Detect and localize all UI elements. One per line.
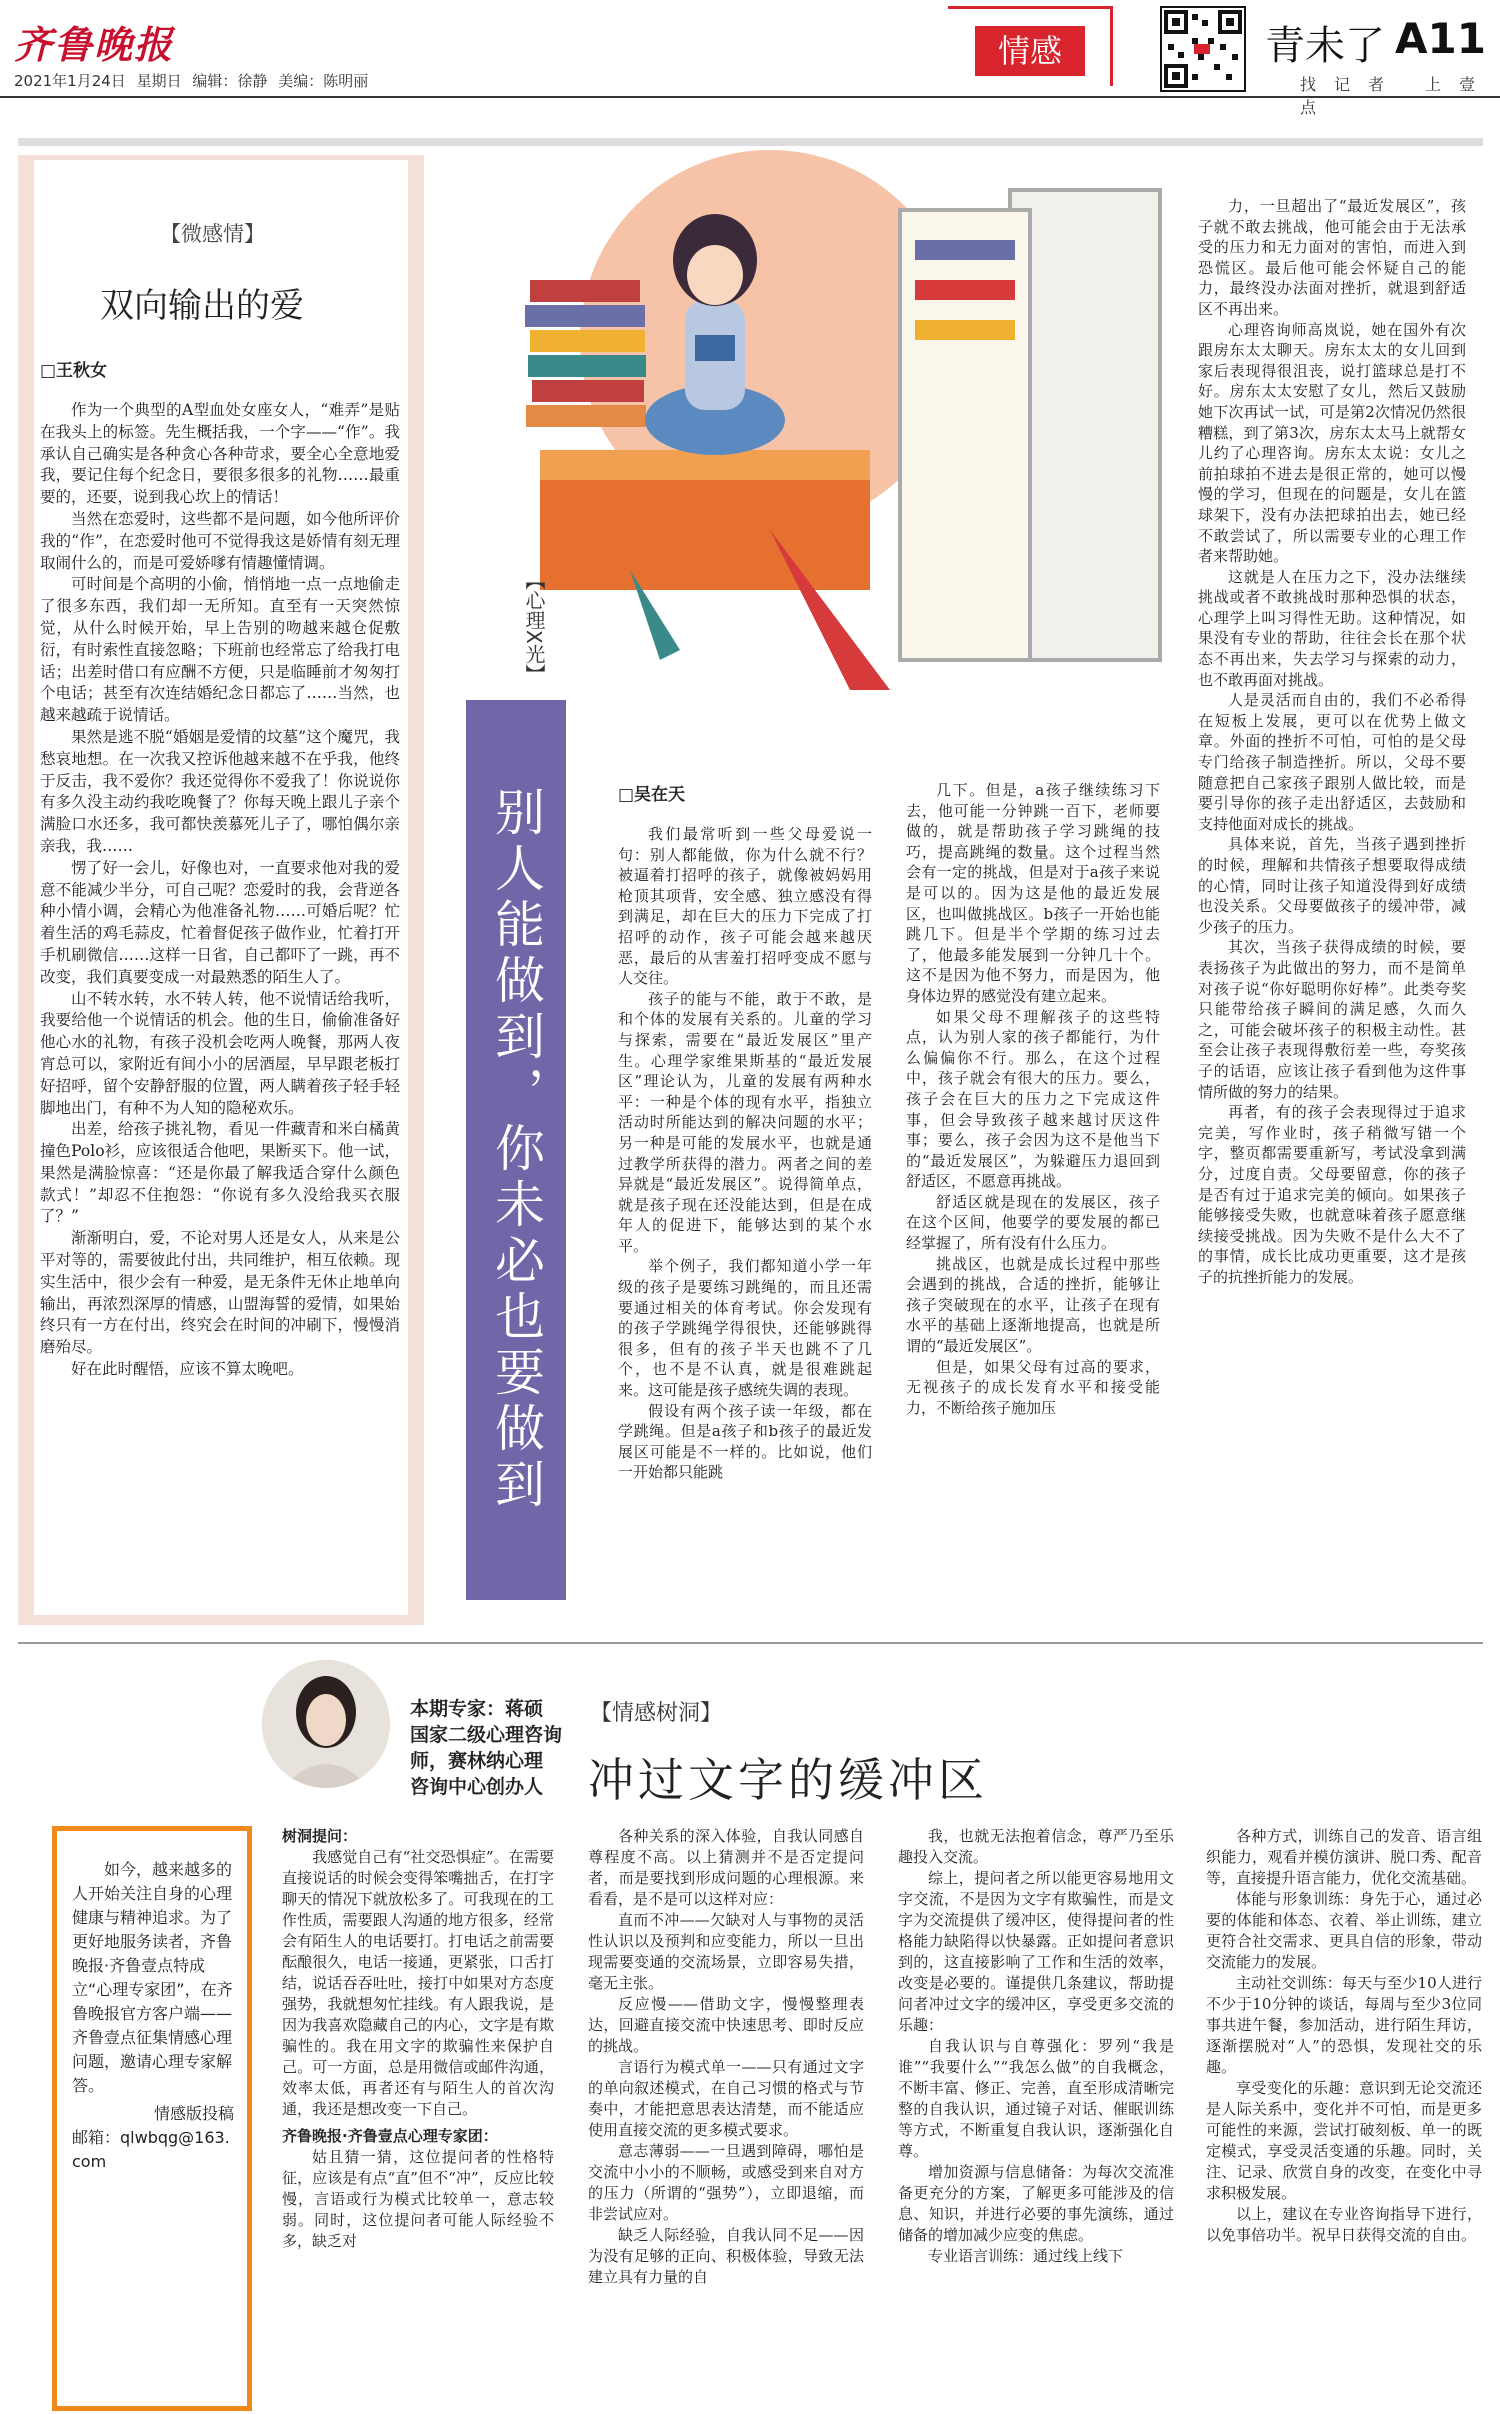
question-label: 树洞提问： (282, 1827, 358, 1845)
paragraph: 我们最常听到一些父母爱说一句：别人都能做，你为什么就不行？被逼着打招呼的孩子，就像被妈妈用枪顶其项背，安全感、独立感没有得到满足，却在巨大的压力下完成了打招呼的动作，孩子可能会越来越厌恶，最后的从害羞打招呼变成不愿与人交往。 (618, 825, 872, 988)
paragraph: 具体来说，首先，当孩子遇到挫折的时候，理解和共情孩子想要取得成绩的心情，同时让孩子知道没得到好成绩也没关系。父母要做孩子的缓冲带，减少孩子的压力。 (1198, 835, 1466, 936)
paragraph: 自我认识与自尊强化：罗列“我是谁”“我要什么”“我怎么做”的自我概念，不断丰富、修正、完善，直至形成清晰完整的自我认识，通过镜子对话、催眠训练等方式，不断重复自我认识，逐渐强化自尊。 (898, 2037, 1174, 2160)
expert-title-2: 师，赛林纳心理 (410, 1750, 544, 1772)
paragraph: 我感觉自己有“社交恐惧症”。在需要直接说话的时候会变得笨嘴拙舌，在打字聊天的情况下就放松多了。可我现在的工作性质，需要跟人沟通的地方很多，经常会有陌生人的电话要打。打电话之前需要酝酿很久，电话一接通，更紧张，口舌打结，说话吞吞吐吐，接打中如果对方态度强势，我就想匆忙挂线。有人跟我说，是因为我喜欢隐藏自己的内心，文字是有欺骗性的。我在用文字的欺骗性来保护自己。可一方面，总是用微信或邮件沟通，效率太低，再者还有与陌生人的首次沟通，我还是想改变一下自己。 (282, 1848, 554, 2118)
paragraph: 体能与形象训练：身先于心，通过必要的体能和体态、衣着、举止训练，建立更符合社交需求、更具自信的形象，带动交流能力的发展。 (1206, 1890, 1482, 1971)
tree-col-1 (282, 1826, 554, 2252)
paragraph: 增加资源与信息储备：为每次交流准备更充分的方案，了解更多可能涉及的信息、知识，并进行必要的事先演练，通过储备的增加减少应变的焦虑。 (898, 2163, 1174, 2244)
paragraph: 如果父母不理解孩子的这些特点，认为别人家的孩子都能行，为什么偏偏你不行。那么，在这个过程中，孩子就会有很大的压力。要么，孩子会在巨大的压力之下完成这件事，但会导致孩子越来越讨厌这件事；要么，孩子会因为这不是他当下的“最近发展区”，为躲避压力退回到舒适区，不愿意再挑战。 (906, 1007, 1160, 1191)
feature-title: 别人能做到，你未必也要做到 (466, 700, 566, 1600)
paragraph: 舒适区就是现在的发展区，孩子在这个区间，他要学的要发展的都已经掌握了，所有没有什么压力。 (906, 1192, 1160, 1253)
issue-date: 2021年1月24日 (14, 72, 126, 90)
paragraph: 作为一个典型的A型血处女座女人，“难弄”是贴在我头上的标签。先生概括我，一个字——“作”。我承认自己确实是各种贪心各种苛求，要全心全意地爱我，要记住每个纪念日，要很多很多的礼物……最重要的，还要，说到我心坎上的情话！ (40, 401, 400, 507)
page-title: 青未了 (1265, 23, 1385, 69)
newspaper-logo: 齐鲁晚报 (14, 22, 175, 67)
illustration (470, 150, 1170, 690)
feature-col-1 (618, 824, 872, 1483)
column-body (40, 400, 400, 1381)
editor: 编辑：徐静 (192, 72, 268, 90)
paragraph: 姑且猜一猜，这位提问者的性格特征，应该是有点“直”但不“冲”，反应比较慢，言语或行为模式比较单一，意志较弱。同时，这位提问者可能人际经验不多，缺乏对 (282, 2148, 554, 2250)
notice-body: 如今，越来越多的人开始关注自身的心理健康与精神追求。为了更好地服务读者，齐鲁晚报·齐鲁壹点特成立“心理专家团”，在齐鲁晚报官方客户端——齐鲁壹点征集情感心理问题，邀请心理专家解答。 (72, 1860, 233, 2095)
paragraph: 意志薄弱——一旦遇到障碍，哪怕是交流中小小的不顺畅，或感受到来自对方的压力（所谓的“强势”），立即退缩，而非尝试应对。 (588, 2142, 864, 2223)
paragraph: 当然在恋爱时，这些都不是问题，如今他所评价我的“作”，在恋爱时他可不觉得我这是娇情有刻无理取闹什么的，而是可爱娇嗲有情趣懂情调。 (40, 509, 400, 572)
paragraph: 直而不冲——欠缺对人与事物的灵活性认识以及预判和应变能力，所以一旦出现需要变通的交流场景，立即容易失措，毫无主张。 (588, 1911, 864, 1992)
tree-col-3 (898, 1826, 1174, 2267)
paragraph: 假设有两个孩子读一年级，都在学跳绳。但是a孩子和b孩子的最近发展区可能是不一样的。比如说，他们一开始都只能跳 (618, 1401, 872, 1482)
expert-avatar (262, 1660, 390, 1788)
paragraph: 几下。但是，a孩子继续练习下去，他可能一分钟跳一百下，老师要做的，就是帮助孩子学习跳绳的技巧，提高跳绳的数量。这个过程当然会有一定的挑战，但是对于a孩子来说是可以的。因为这是他的最近发展区，也叫做挑战区。b孩子一开始也能跳几下。但是半个学期的练习过去了，他最多能发展到一分钟几十个。这不是因为他不努力，而是因为，他身体边界的感觉没有建立起来。 (906, 781, 1160, 1005)
paragraph: 我，也就无法抱着信念，尊严乃至乐趣投入交流。 (898, 1827, 1174, 1866)
paragraph: 出差，给孩子挑礼物，看见一件藏青和米白橘黄撞色Polo衫，应该很适合他吧，果断买下。他一试，果然是满脸惊喜：“还是你最了解我适合穿什么颜色款式！”却忍不住抱怨：“你说有多久没给我买衣服了？” (40, 1120, 400, 1226)
expert-bio (410, 1696, 562, 1800)
expert-title-3: 咨询中心创办人 (410, 1776, 544, 1798)
paragraph: 专业语言训练：通过线上线下 (928, 2247, 1124, 2265)
feature-author: □吴在天 (618, 785, 686, 805)
column-author: □王秋女 (40, 361, 108, 381)
weekday: 星期日 (136, 72, 182, 90)
paragraph: 果然是逃不脱“婚姻是爱情的坟墓”这个魔咒，我愁哀地想。在一次我又控诉他越来越不在乎我，他终于反击，我不爱你？我还觉得你不爱我了！你说说你有多久没主动约我吃晚餐了？你每天晚上跟儿子亲个满脸口水还多，我可都快羡慕死儿子了，哪怕偶尔亲亲我，我…… (40, 727, 400, 855)
qr-code-icon (1160, 6, 1246, 92)
top-band (18, 138, 1483, 146)
feature-col-2 (906, 780, 1160, 1418)
paragraph: 人是灵活而自由的，我们不必希得在短板上发展，更可以在优势上做文章。外面的挫折不可怕，可怕的是父母专门给孩子制造挫折。所以，父母不要随意把自己家孩子跟别人做比较，而是要引导你的孩子走出舒适区，去鼓励和支持他面对成长的挑战。 (1198, 691, 1466, 833)
paragraph: 再者，有的孩子会表现得过于追求完美，写作业时，孩子稍微写错一个字，整页都需要重新写，考试没拿到满分，过度自责。父母要留意，你的孩子是否有过于追求完美的倾向。如果孩子能够接受失败，也就意味着孩子愿意继续接受挑战。因为失败不是什么大不了的事情，成长比成功更重要，这才是孩子的抗挫折能力的发展。 (1198, 1103, 1466, 1286)
notice-email[interactable]: 邮箱：qlwbqg@163.com (72, 2128, 230, 2171)
feature-col-3 (1198, 196, 1466, 1287)
notice-email-label: 情感版投稿 (153, 2104, 234, 2123)
paragraph: 其次，当孩子获得成绩的时候，要表扬孩子为此做出的努力，而不是简单对孩子说“你好聪明你好棒”。此类夸奖只能带给孩子瞬间的满足感，久而久之，可能会破坏孩子的积极主动性。甚至会让孩子表现得敷衍差一些，夸奖孩子的话语，应该让孩子看到他为这件事情所做的努力的结果。 (1198, 938, 1466, 1101)
paragraph: 但是，如果父母有过高的要求，无视孩子的成长发育水平和接受能力，不断给孩子施加压 (906, 1357, 1160, 1417)
paragraph: 挑战区，也就是成长过程中那些会遇到的挑战，合适的挫折，能够让孩子突破现在的水平，让孩子在现有水平的基础上逐渐地提高，也就是所谓的“最近发展区”。 (906, 1254, 1160, 1356)
paragraph: 渐渐明白，爱，不论对男人还是女人，从来是公平对等的，需要彼此付出，共同维护，相互依赖。现实生活中，很少会有一种爱，是无条件无休止地单向输出，再浓烈深厚的情感，山盟海誓的爱情，如果始终只有一方在付出，终究会在时间的冲刷下，慢慢消磨殆尽。 (40, 1229, 400, 1357)
answer-label: 齐鲁晚报·齐鲁壹点心理专家团： (282, 2127, 498, 2145)
notice-text (72, 1858, 234, 2174)
designer: 美编：陈明丽 (278, 72, 369, 90)
expert-name: 本期专家：蒋硕 (410, 1698, 544, 1720)
section-tag: 情感 (975, 26, 1085, 76)
paragraph: 力，一旦超出了“最近发展区”，孩子就不敢去挑战，他可能会由于无法承受的压力和无力面对的害怕，而进入到恐慌区。最后他可能会怀疑自己的能力，最终没办法面对挫折，就退到舒适区不再出来。 (1198, 197, 1466, 318)
feature-credit: 【心理X光】 (522, 570, 546, 684)
paragraph: 各种关系的深入体验，自我认同感自尊程度不高。以上猜测并不是否定提问者，而是要找到形成问题的心理根源。来看看，是不是可以这样对应： (588, 1827, 864, 1908)
paragraph: 以上，建议在专业咨询指导下进行，以免事倍功半。祝早日获得交流的自由。 (1206, 2205, 1482, 2244)
column-kicker: 【微感情】 (160, 222, 265, 246)
tree-kicker: 【情感树洞】 (590, 1701, 723, 1726)
paragraph: 言语行为模式单一——只有通过文字的单向叙述模式，在自己习惯的格式与节奏中，才能把意思表达清楚，而不能适应使用直接交流的更多模式要求。 (588, 2058, 864, 2139)
paragraph: 山不转水转，水不转人转，他不说情话给我听，我要给他一个说情话的机会。他的生日，偷偷准备好他心水的礼物，有孩子没机会吃两人晚餐，那两人夜宵总可以，家附近有间小小的居酒屋，早早跟老板打好招呼，留个安静舒服的位置，两人瞒着孩子轻手轻脚地出门，有种不为人知的隐秘欢乐。 (40, 989, 400, 1117)
paragraph: 可时间是个高明的小偷，悄悄地一点一点地偷走了很多东西，我们却一无所知。直至有一天突然惊觉，从什么时候开始，早上告别的吻越来越仓促敷衍，有时索性直接忽略；下班前也经常忘了给我打电话；出差时借口有应酬不方便，只是临睡前才匆匆打个电话；甚至有次连结婚纪念日都忘了……当然，也越来越疏于说情话。 (40, 575, 400, 725)
paragraph: 主动社交训练：每天与至少10人进行不少于10分钟的谈话，每周与至少3位同事共进午餐，参加活动，进行陌生拜访，逐渐摆脱对“人”的恐惧，发现社交的乐趣。 (1206, 1974, 1482, 2076)
section-divider (18, 1642, 1483, 1644)
paragraph: 综上，提问者之所以能更容易地用文字交流，不是因为文字有欺骗性，而是文字为交流提供了缓冲区，使得提问者的性格能力缺陷得以快暴露。正如提问者意识到的，这直接影响了工作和生活的效率，改变是必要的。谨提供几条建议，帮助提问者冲过文字的缓冲区，享受更多交流的乐趣： (898, 1869, 1174, 2034)
paragraph: 愣了好一会儿，好像也对，一直要求他对我的爱意不能减少半分，可自己呢？恋爱时的我，会背逆各种小情小调，会精心为他准备礼物……可婚后呢？忙着生活的鸡毛蒜皮，忙着督促孩子做作业，忙着打开手机刷微信……这样一日省，自己都吓了一跳，再不改变，我们真要变成一对最熟悉的陌生人了。 (40, 858, 400, 986)
tree-col-2 (588, 1826, 864, 2288)
expert-title-1: 国家二级心理咨询 (410, 1724, 563, 1746)
paragraph: 这就是人在压力之下，没办法继续挑战或者不敢挑战时那种恐惧的状态，心理学上叫习得性无助。这种情况，如果没有专业的帮助，往往会长在那个状态不再出来，失去学习与探索的动力，也不敢再面对挑战。 (1198, 567, 1466, 689)
header-rule (0, 96, 1500, 98)
tree-title: 冲过文字的缓冲区 (588, 1753, 988, 1807)
date-line (14, 70, 368, 91)
paragraph: 好在此时醒悟，应该不算太晚吧。 (71, 1360, 304, 1379)
paragraph: 反应慢——借助文字，慢慢整理表达，回避直接交流中快速思考、即时反应的挑战。 (588, 1995, 864, 2055)
slogan: 找记者 上壹点 (1300, 75, 1494, 117)
paragraph: 缺乏人际经验，自我认同不足——因为没有足够的正向、积极体验，导致无法建立具有力量的自 (588, 2226, 864, 2286)
paragraph: 孩子的能与不能，敢于不敢，是和个体的发展有关系的。儿童的学习与探索，需要在“最近发展区”里产生。心理学家维果斯基的“最近发展区”理论认为，儿童的发展有两种水平：一种是个体的现有水平，指独立活动时所能达到的解决问题的水平；另一种是可能的发展水平，也就是通过教学所获得的潜力。两者之间的差异就是“最近发展区”。说得简单点，就是孩子现在还没能达到，但是在成年人的促进下，能够达到的某个水平。 (618, 989, 872, 1255)
page-number: A11 (1395, 14, 1486, 63)
paragraph: 享受变化的乐趣：意识到无论交流还是人际关系中，变化并不可怕，而是更多可能性的来源，尝试打破刻板、单一的既定模式，享受灵活变通的乐趣。同时，关注、记录、欣赏自身的改变，在变化中寻求积极发展。 (1206, 2079, 1482, 2202)
paragraph: 各种方式，训练自己的发音、语言组织能力，观看并模仿演讲、脱口秀、配音等，直接提升语言能力，优化交流基础。 (1206, 1827, 1482, 1887)
tree-col-4 (1206, 1826, 1482, 2246)
column-title: 双向输出的爱 (100, 286, 304, 326)
paragraph: 心理咨询师高岚说，她在国外有次跟房东太太聊天。房东太太的女儿回到家后表现得很沮丧，说打篮球总是打不好。房东太太安慰了女儿，然后又鼓励她下次再试一试，可是第2次情况仍然很糟糕，到了第3次，房东太太马上就帮女儿约了心理咨询。房东太太说：女儿之前拍球拍不进去是很正常的，她可以慢慢的学习，但现在的问题是，女儿在篮球架下，没有办法把球拍出去，她已经不敢尝试了，所以需要专业的心理工作者来帮助她。 (1198, 320, 1466, 566)
paragraph: 举个例子，我们都知道小学一年级的孩子是要练习跳绳的，而且还需要通过相关的体育考试。你会发现有的孩子学跳绳学得很快，还能够跳得很多，但有的孩子半天也跳不了几个，也不是不认真，就是很难跳起来。这可能是孩子感统失调的表现。 (618, 1257, 872, 1400)
